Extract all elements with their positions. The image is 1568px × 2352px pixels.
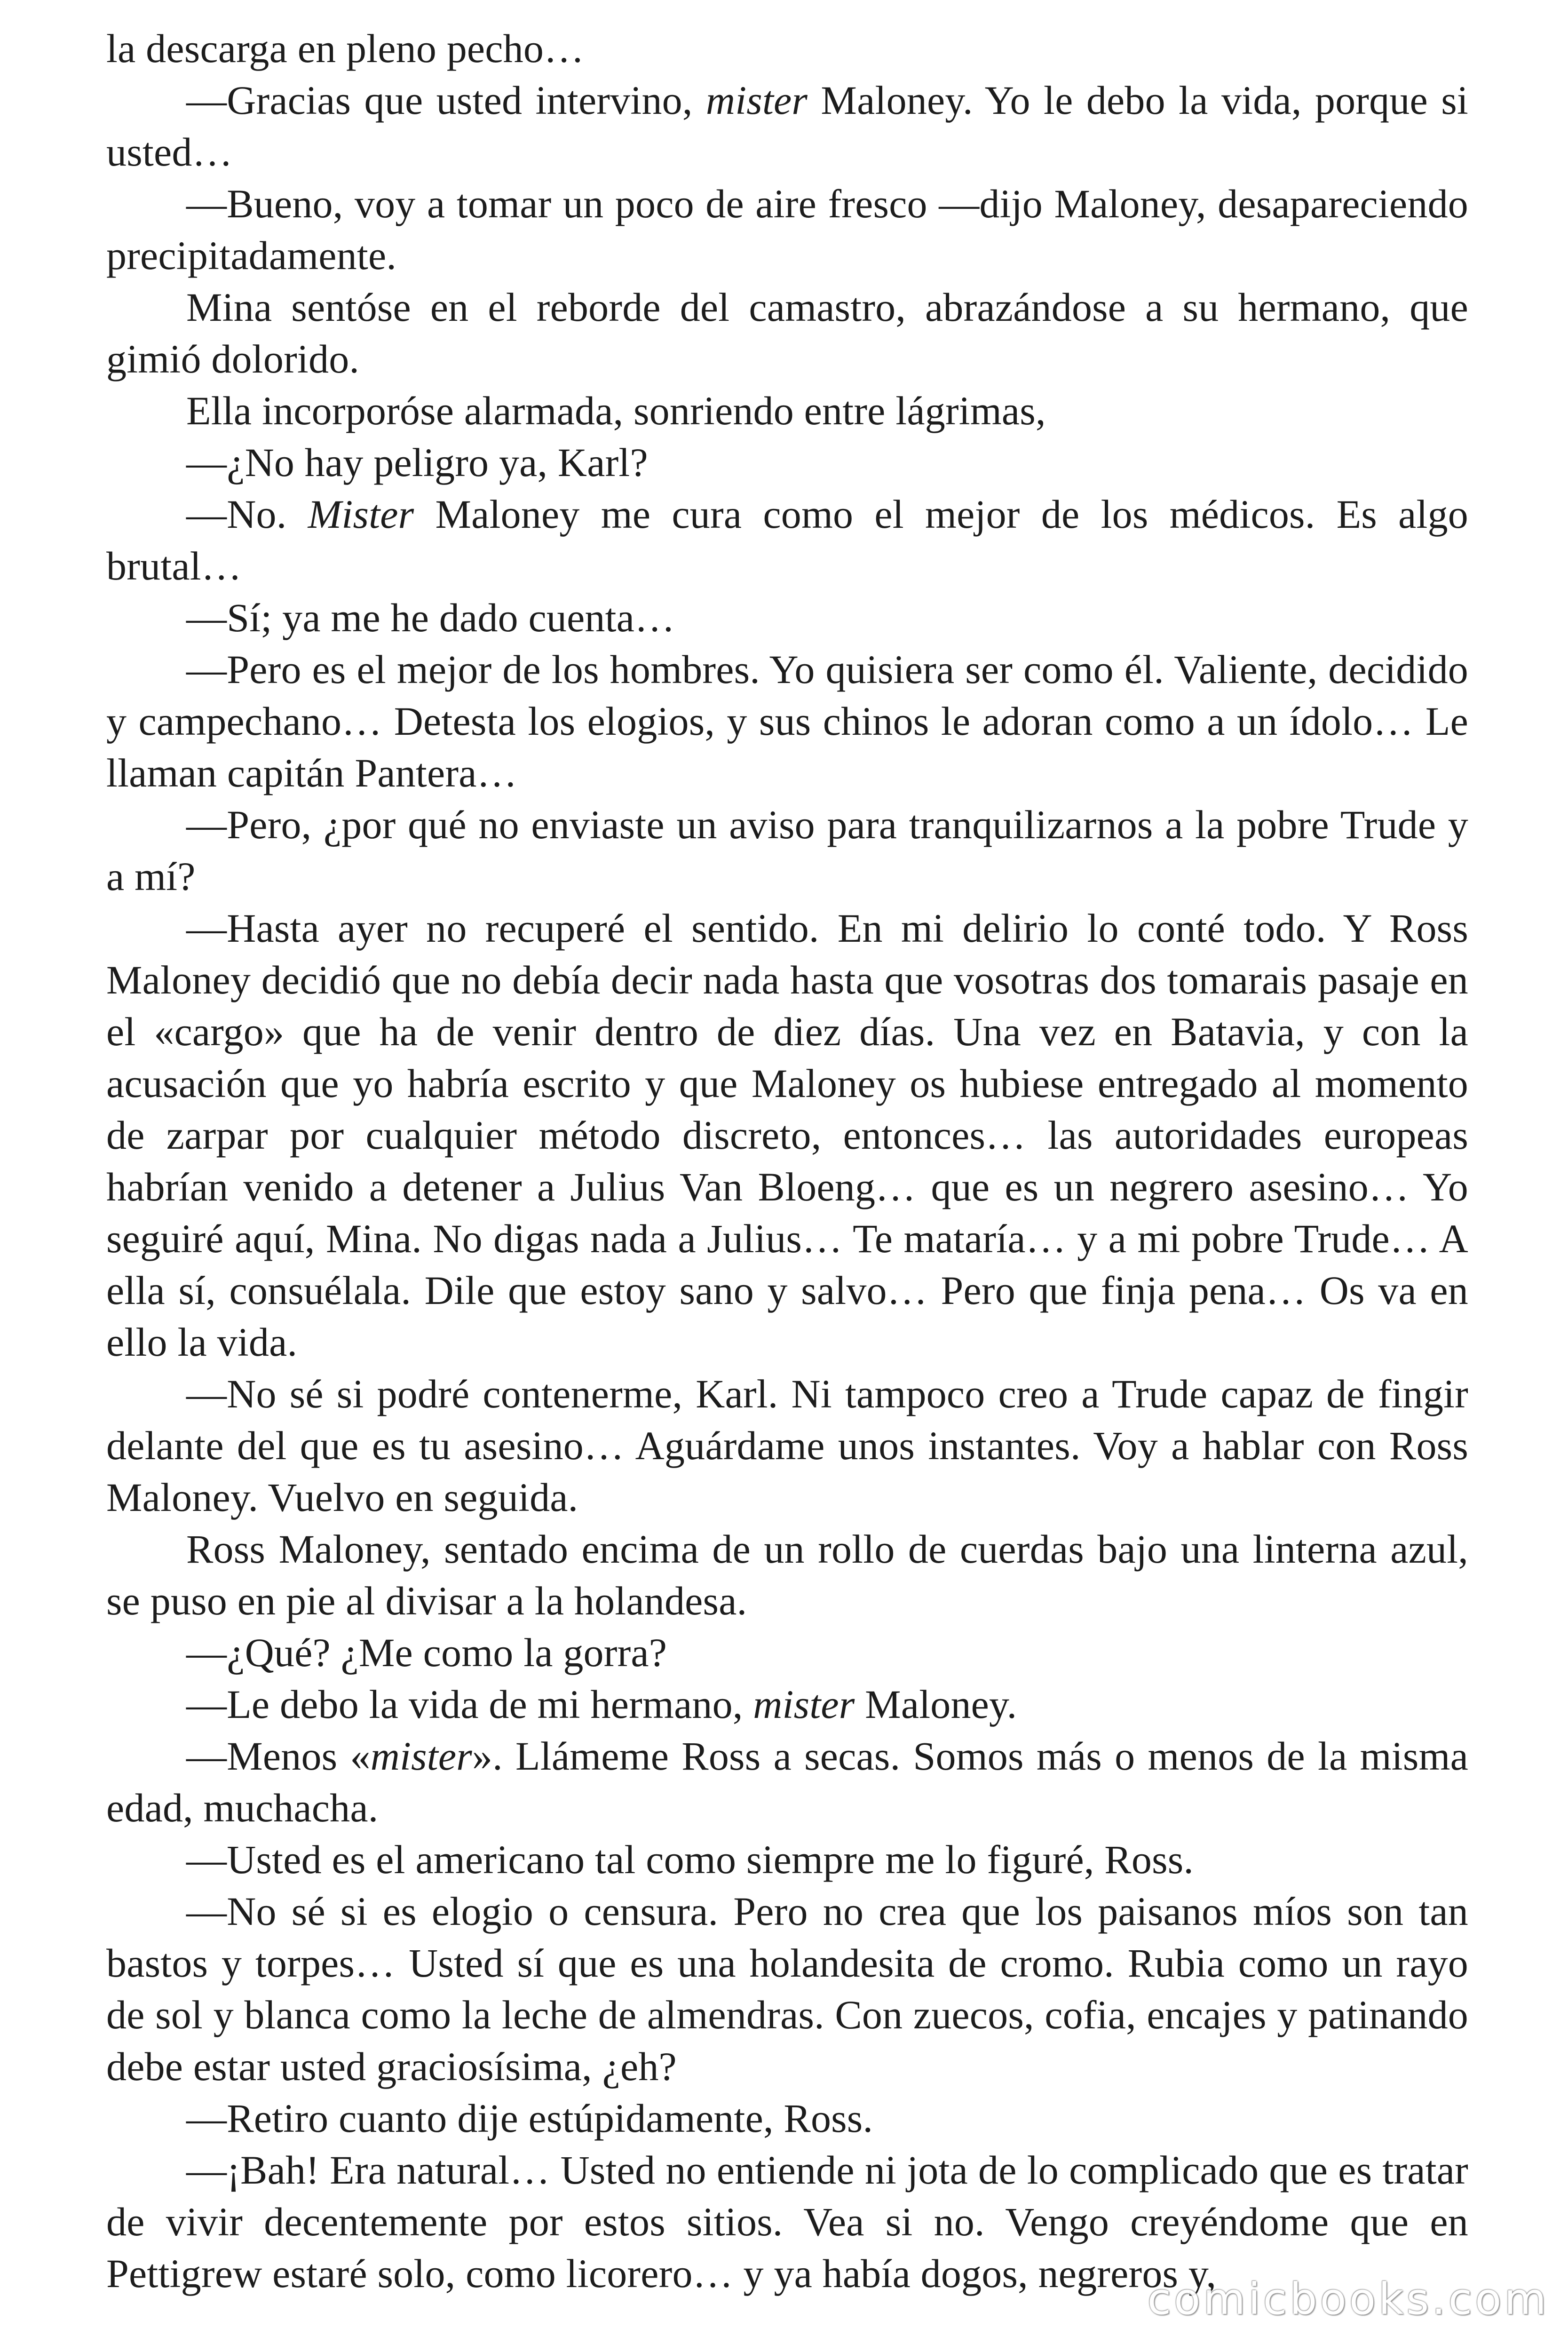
paragraph: —Usted es el americano tal como siempre me lo figuré, Ross.	[186, 1837, 1194, 1882]
paragraph: —Bueno, voy a tomar un poco de aire fresco —dijo Maloney, desapareciendo precipitadamente.	[106, 181, 1468, 278]
watermark: comicbooks.com	[1147, 2274, 1549, 2324]
paragraph: —Retiro cuanto dije estúpidamente, Ross.	[186, 2096, 873, 2141]
paragraph: Ross Maloney, sentado encima de un rollo de cuerdas bajo una linterna azul, se puso en pie al divisar a la holandesa.	[106, 1526, 1468, 1623]
paragraph: —¡Bah! Era natural… Usted no entiende ni jota de lo complicado que es tratar de vivir decentemente por estos sitios. Vea si no. Vengo creyéndome que en Pettigrew estaré solo, como licorero… y ya había dogos, negreros y,	[106, 2147, 1468, 2296]
paragraph: —Gracias que usted intervino, mister Maloney. Yo le debo la vida, porque si usted…	[106, 78, 1468, 175]
paragraph: —Hasta ayer no recuperé el sentido. En mi delirio lo conté todo. Y Ross Maloney decidió que no debía decir nada hasta que vosotras dos tomarais pasaje en el «cargo» que ha de venir dentro de diez días. Una vez en Batavia, y con la acusación que yo habría escrito y que Maloney os hubiese entregado al momento de zarpar por cualquier método discreto, entonces… las autoridades europeas habrían venido a detener a Julius Van Bloeng… que es un negrero asesino… Yo seguiré aquí, Mina. No digas nada a Julius… Te mataría… y a mi pobre Trude… A ella sí, consuélala. Dile que estoy sano y salvo… Pero que finja pena… Os va en ello la vida.	[106, 906, 1468, 1365]
paragraph: —No sé si podré contenerme, Karl. Ni tampoco creo a Trude capaz de fingir delante del que es tu asesino… Aguárdame unos instantes. Voy a hablar con Ross Maloney. Vuelvo en seguida.	[106, 1371, 1468, 1520]
paragraph: —Sí; ya me he dado cuenta…	[186, 595, 675, 640]
book-page	[106, 23, 1468, 2299]
paragraph: Ella incorporóse alarmada, sonriendo entre lágrimas,	[186, 388, 1046, 433]
paragraph: —¿Qué? ¿Me como la gorra?	[186, 1630, 667, 1675]
paragraph: —¿No hay peligro ya, Karl?	[186, 440, 648, 485]
paragraph: la descarga en pleno pecho…	[106, 26, 585, 71]
paragraph: —Pero es el mejor de los hombres. Yo quisiera ser como él. Valiente, decidido y campechano… Detesta los elogios, y sus chinos le adoran como a un ídolo… Le llaman capitán Pantera…	[106, 647, 1468, 795]
paragraph: —Le debo la vida de mi hermano, mister Maloney.	[186, 1682, 1017, 1727]
paragraph: —Menos «mister». Llámeme Ross a secas. Somos más o menos de la misma edad, muchacha.	[106, 1733, 1468, 1830]
paragraph: —Pero, ¿por qué no enviaste un aviso para tranquilizarnos a la pobre Trude y a mí?	[106, 802, 1468, 899]
paragraph: —No. Mister Maloney me cura como el mejor de los médicos. Es algo brutal…	[106, 492, 1469, 588]
paragraph: —No sé si es elogio o censura. Pero no crea que los paisanos míos son tan bastos y torpes… Usted sí que es una holandesita de cromo. Rubia como un rayo de sol y blanca como la leche de almendras. Con zuecos, cofia, encajes y patinando debe estar usted graciosísima, ¿eh?	[106, 1889, 1468, 2089]
paragraph: Mina sentóse en el reborde del camastro, abrazándose a su hermano, que gimió dolorido.	[106, 285, 1468, 381]
